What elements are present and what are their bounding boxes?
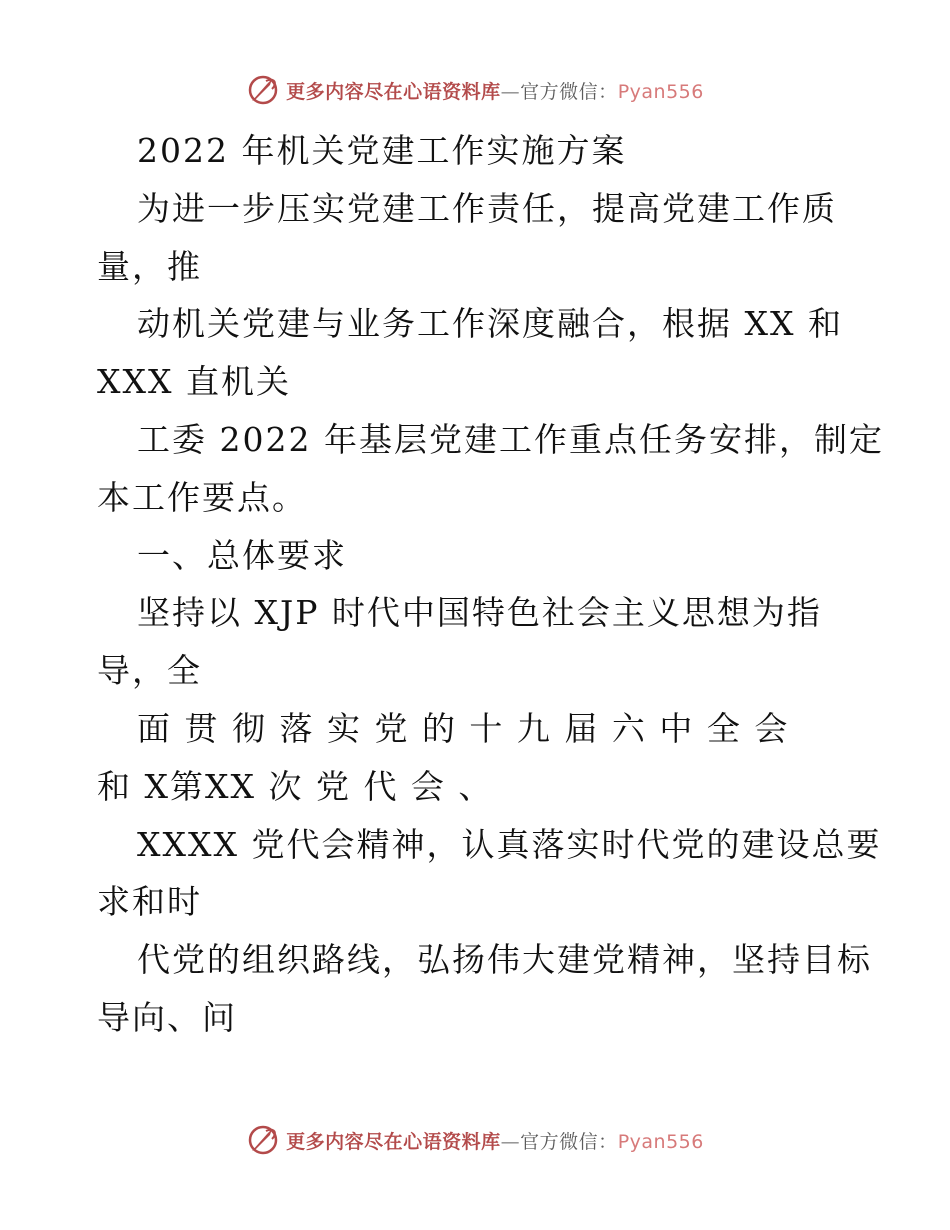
watermark-label: 官方微信： [520,80,618,103]
text-line: XXX 直机关 [97,362,291,402]
watermark-account: Pyan556 [617,1130,704,1153]
watermark-separator: — [500,1130,521,1153]
text-line: 代党的组织路线，弘扬伟大建党精神，坚持目标 [137,940,872,980]
header-watermark [0,70,950,110]
document-body [97,122,884,1047]
text-line: 工委 2022 年基层党建工作重点任务安排，制定 [137,419,884,459]
quill-logo-icon [246,73,280,107]
text-line: 求和时 [97,882,202,922]
text-line: 量，推 [97,246,202,286]
watermark-label: 官方微信： [520,1130,618,1153]
text-line: XXXX 党代会精神，认真落实时代党的建设总要 [137,824,882,864]
text-line: 导向、问 [97,997,237,1037]
text-line: 导，全 [97,651,202,691]
quill-logo-icon [246,1123,280,1157]
watermark-separator: — [500,80,521,103]
text-line: 本工作要点。 [97,477,307,517]
text-line: 面 贯 彻 落 实 党 的 十 九 届 六 中 全 会 [137,708,790,748]
document-title: 2022 年机关党建工作实施方案 [137,131,627,170]
text-line: 动机关党建与业务工作深度融合，根据 XX 和 [137,304,843,344]
watermark-text [286,77,704,104]
section-heading: 一、总体要求 [137,535,347,575]
footer-watermark [0,1120,950,1160]
text-line: 为进一步压实党建工作责任，提高党建工作质 [137,188,837,228]
text-line: 坚持以 XJP 时代中国特色社会主义思想为指 [137,593,822,633]
watermark-brand: 更多内容尽在心语资料库 [286,80,501,103]
text-line: 和 X第XX 次 党 代 会 、 [97,766,494,806]
watermark-account: Pyan556 [617,80,704,103]
watermark-text [286,1127,704,1154]
watermark-brand: 更多内容尽在心语资料库 [286,1130,501,1153]
